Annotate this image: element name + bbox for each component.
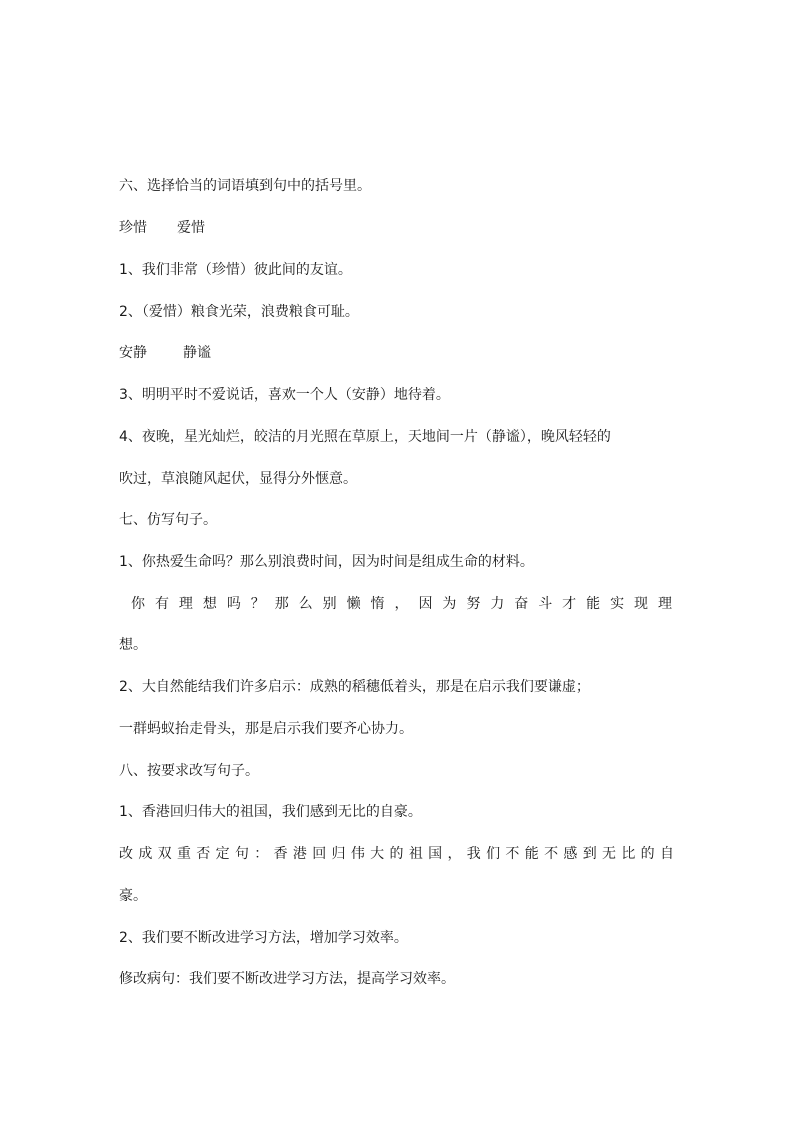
word-choice-pair-1 [119,218,205,238]
answer-7-1-line-1: 你有理想吗？那么别懒惰，因为努力奋斗才能实现理 [131,596,674,612]
word-choice-pair-2 [119,343,211,363]
word-option: 安静 [119,345,147,361]
question-8-1: 1、香港回归伟大的祖国，我们感到无比的自豪。 [119,804,422,820]
section-8-heading: 八、按要求改写句子。 [119,763,259,779]
question-8-2: 2、我们要不断改进学习方法，增加学习效率。 [119,930,408,946]
answer-7-1-line-2: 想。 [119,637,147,653]
section-6-heading: 六、选择恰当的词语填到句中的括号里。 [119,178,371,194]
question-6-1: 1、我们非常（珍惜）彼此间的友谊。 [119,262,352,278]
question-6-2: 2、（爱惜）粮食光荣，浪费粮食可耻。 [119,304,359,320]
question-7-2-line-2: 一群蚂蚁抬走骨头，那是启示我们要齐心协力。 [119,721,413,737]
answer-8-2: 修改病句：我们要不断改进学习方法，提高学习效率。 [119,971,455,987]
word-option: 爱惜 [177,220,205,236]
question-6-4-line-1: 4、夜晚，星光灿烂，皎洁的月光照在草原上，天地间一片（静谧），晚风轻轻的 [119,429,611,445]
answer-8-1-line-1: 改成双重否定句：香港回归伟大的祖国，我们不能不感到无比的自 [119,846,674,862]
question-7-1: 1、你热爱生命吗？那么别浪费时间，因为时间是组成生命的材料。 [119,554,534,570]
question-7-2-line-1: 2、大自然能结我们许多启示：成熟的稻穗低着头，那是在启示我们要谦虚； [119,679,590,695]
section-7-heading: 七、仿写句子。 [119,512,217,528]
word-option: 静谧 [183,345,211,361]
answer-8-1-line-2: 豪。 [119,888,147,904]
word-option: 珍惜 [119,220,147,236]
question-6-3: 3、明明平时不爱说话，喜欢一个人（安静）地待着。 [119,387,450,403]
question-6-4-line-2: 吹过，草浪随风起伏，显得分外惬意。 [119,471,357,487]
